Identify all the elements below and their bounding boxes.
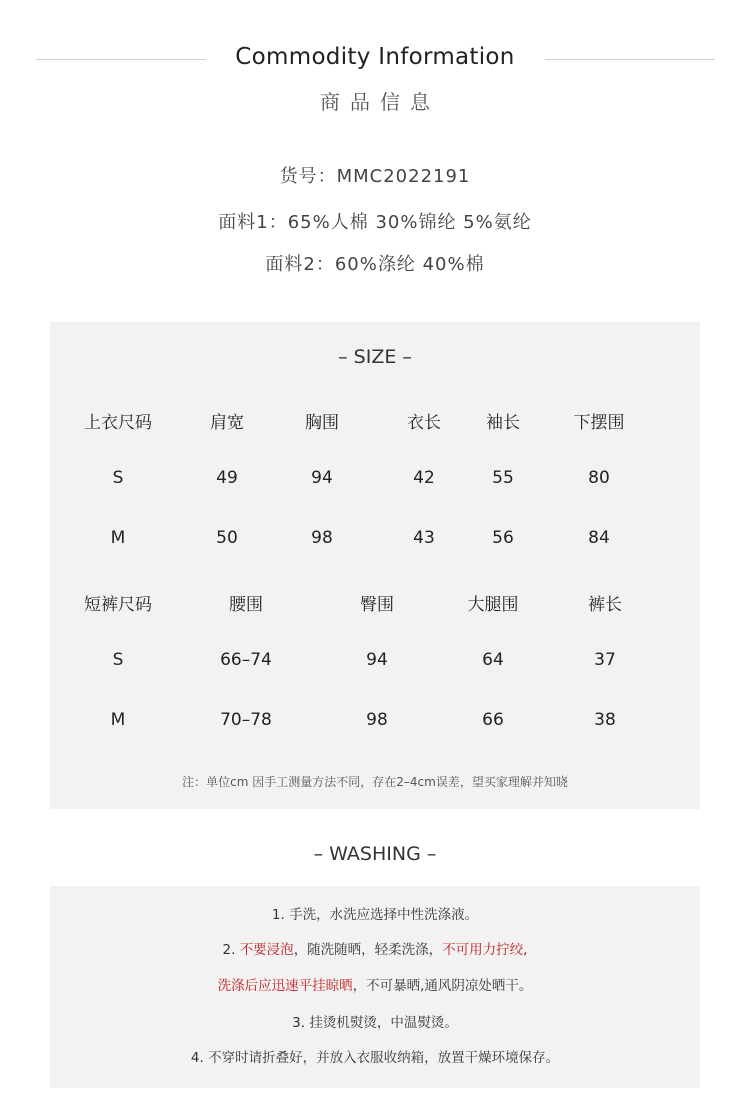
top-row-m-shoulder: 50: [216, 528, 238, 548]
washing-line-5: 4. 不穿时请折叠好，并放入衣服收纳箱，放置干燥环境保存。: [190, 1050, 560, 1066]
shorts-header-waist: 腰围: [229, 595, 263, 615]
shorts-row-s-waist: 66–74: [220, 650, 272, 670]
top-header-sleeve: 袖长: [486, 413, 520, 433]
size-title: – SIZE –: [338, 346, 412, 368]
top-row-s-size: S: [112, 468, 124, 488]
top-header-hem: 下摆围: [573, 413, 625, 433]
fabric-2: 面料2：60%涤纶 40%棉: [265, 254, 485, 275]
fabric-1: 面料1：65%人棉 30%锦纶 5%氨纶: [218, 212, 532, 233]
washing-warning-hang-dry: 洗涤后应迅速平挂晾晒: [217, 978, 353, 994]
washing-title: – WASHING –: [313, 843, 437, 865]
shorts-row-m-waist: 70–78: [220, 710, 272, 730]
top-header-chest: 胸围: [305, 413, 339, 433]
shorts-row-m-length: 38: [594, 710, 616, 730]
shorts-header-thigh: 大腿围: [467, 595, 519, 615]
top-row-s-shoulder: 49: [216, 468, 238, 488]
shorts-header-hip: 臀围: [360, 595, 394, 615]
washing-line-2: [0, 938, 750, 958]
top-row-m-chest: 98: [311, 528, 333, 548]
shorts-header-size: 短裤尺码: [84, 595, 152, 615]
shorts-row-s-thigh: 64: [482, 650, 504, 670]
item-number: 货号：MMC2022191: [279, 166, 471, 187]
shorts-row-m-hip: 98: [366, 710, 388, 730]
washing-line-2-mid: ，随洗随晒，轻柔洗涤，: [293, 942, 443, 958]
washing-warning-no-soak: 不要浸泡: [239, 942, 294, 958]
top-row-m-sleeve: 56: [492, 528, 514, 548]
size-note: 注：单位cm 因手工测量方法不同，存在2–4cm误差，望买家理解并知晓: [182, 775, 568, 789]
size-panel: [50, 322, 700, 809]
shorts-row-s-size: S: [112, 650, 124, 670]
shorts-row-s-hip: 94: [366, 650, 388, 670]
washing-line-2-prefix: 2.: [222, 942, 240, 958]
title-english: Commodity Information: [235, 44, 515, 70]
shorts-row-m-size: M: [110, 710, 126, 730]
top-row-s-hem: 80: [588, 468, 610, 488]
washing-warning-no-wring: 不可用力拧绞,: [442, 942, 528, 958]
top-row-s-length: 42: [413, 468, 435, 488]
top-header-length: 衣长: [407, 413, 441, 433]
washing-line-4: 3. 挂烫机熨烫，中温熨烫。: [292, 1015, 458, 1031]
washing-line-1: 1. 手洗，水洗应选择中性洗涤液。: [271, 907, 479, 923]
top-row-m-hem: 84: [588, 528, 610, 548]
top-row-s-sleeve: 55: [492, 468, 514, 488]
top-row-s-chest: 94: [311, 468, 333, 488]
washing-line-3: [0, 974, 750, 994]
top-header-size: 上衣尺码: [84, 413, 152, 433]
shorts-row-m-thigh: 66: [482, 710, 504, 730]
title-chinese: 商品信息: [320, 90, 440, 114]
shorts-row-s-length: 37: [594, 650, 616, 670]
top-header-shoulder: 肩宽: [210, 413, 244, 433]
shorts-header-length: 裤长: [588, 595, 622, 615]
top-row-m-size: M: [110, 528, 126, 548]
washing-line-3-rest: ，不可暴晒,通风阴凉处晒干。: [352, 978, 533, 994]
top-row-m-length: 43: [413, 528, 435, 548]
